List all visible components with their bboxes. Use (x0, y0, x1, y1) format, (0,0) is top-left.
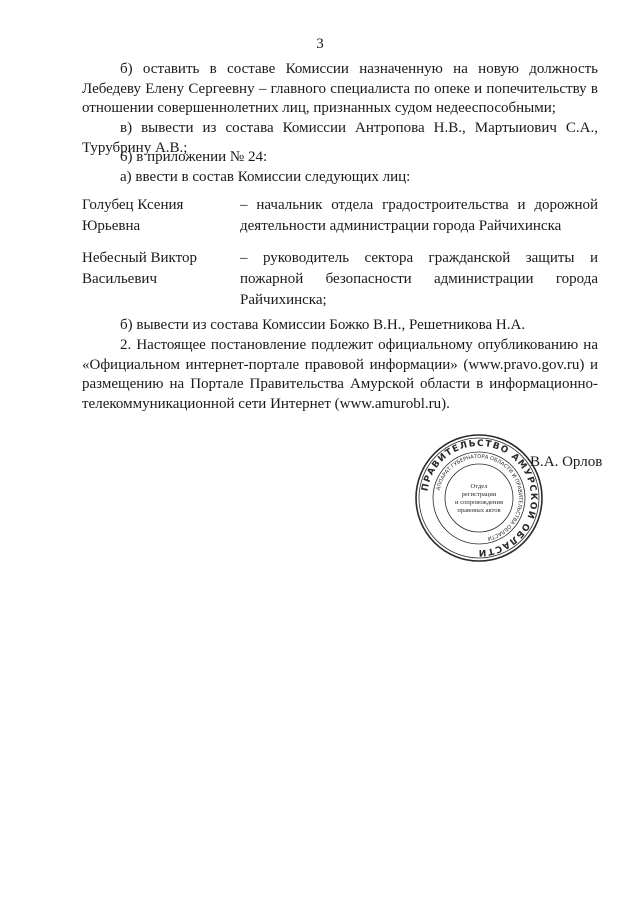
seal-middle-ring (433, 452, 525, 544)
member-name-line: Васильевич (82, 271, 157, 287)
member-name-line: Небесный Виктор (82, 250, 197, 266)
paragraph-text: в) вывести из состава Комиссии Антропова Н.В., Мартыиович С.А., Турубрину А.В.; (82, 120, 598, 156)
seal-center-line: Отдел (470, 483, 488, 490)
member-name-line: Голубец Ксения (82, 197, 184, 213)
signature-name: В.А. Орлов (530, 454, 603, 470)
member-position-text: – начальник отдела градостроительства и дорожной деятельности администрации города Райчихинска (240, 197, 598, 234)
seal-inner-ring (445, 464, 513, 532)
member-name (82, 248, 232, 290)
paragraph-publication (82, 336, 598, 414)
page-number: 3 (316, 36, 324, 52)
paragraph-text: б) вывести из состава Комиссии Божко В.Н., Решетникова Н.А. (120, 317, 526, 333)
seal-center-line: правовых актов (457, 507, 501, 514)
official-seal (414, 433, 544, 563)
paragraph-keep-member (82, 60, 598, 119)
seal-outer-text: ПРАВИТЕЛЬСТВО АМУРСКОЙ ОБЛАСТИ (420, 438, 539, 558)
seal-graphic (414, 433, 544, 563)
member-name-line: Юрьевна (82, 218, 141, 234)
paragraph-text: а) ввести в состав Комиссии следующих лиц: (120, 169, 411, 185)
member-position (240, 248, 598, 311)
seal-center-text (455, 483, 503, 514)
paragraph-remove-members-2 (82, 316, 598, 336)
member-position-text: – руководитель сектора гражданской защиты и пожарной безопасности администрации города Райчихинска; (240, 250, 598, 308)
paragraph-text: 6) в приложении № 24: (120, 149, 268, 165)
seal-inner-text: АППАРАТ ГУБЕРНАТОРА ОБЛАСТИ И ПРАВИТЕЛЬСТВА ОБЛАСТИ (435, 453, 524, 542)
paragraph-text: 2. Настоящее постановление подлежит официальному опубликованию на «Официальном интернет-портале правовой информации» (www.pravo.gov.ru) и размещению на Портале Правительства Амурской области в информационно-телекоммуникационной сети Интернет (www.amurobl.ru). (82, 337, 598, 412)
member-position (240, 195, 598, 237)
paragraph-text: б) оставить в составе Комиссии назначенную на новую должность Лебедеву Елену Сергеевну – главного специалиста по опеке и попечительству в отношении совершеннолетних лиц, признанных судом недееспособными; (82, 61, 598, 116)
paragraph-add-members (82, 168, 598, 188)
seal-center-line: регистрации (461, 491, 497, 498)
seal-outer-ring (416, 435, 542, 561)
paragraph-appendix (82, 148, 598, 168)
seal-center-line: и сопровождения (455, 499, 503, 506)
member-name (82, 195, 232, 237)
